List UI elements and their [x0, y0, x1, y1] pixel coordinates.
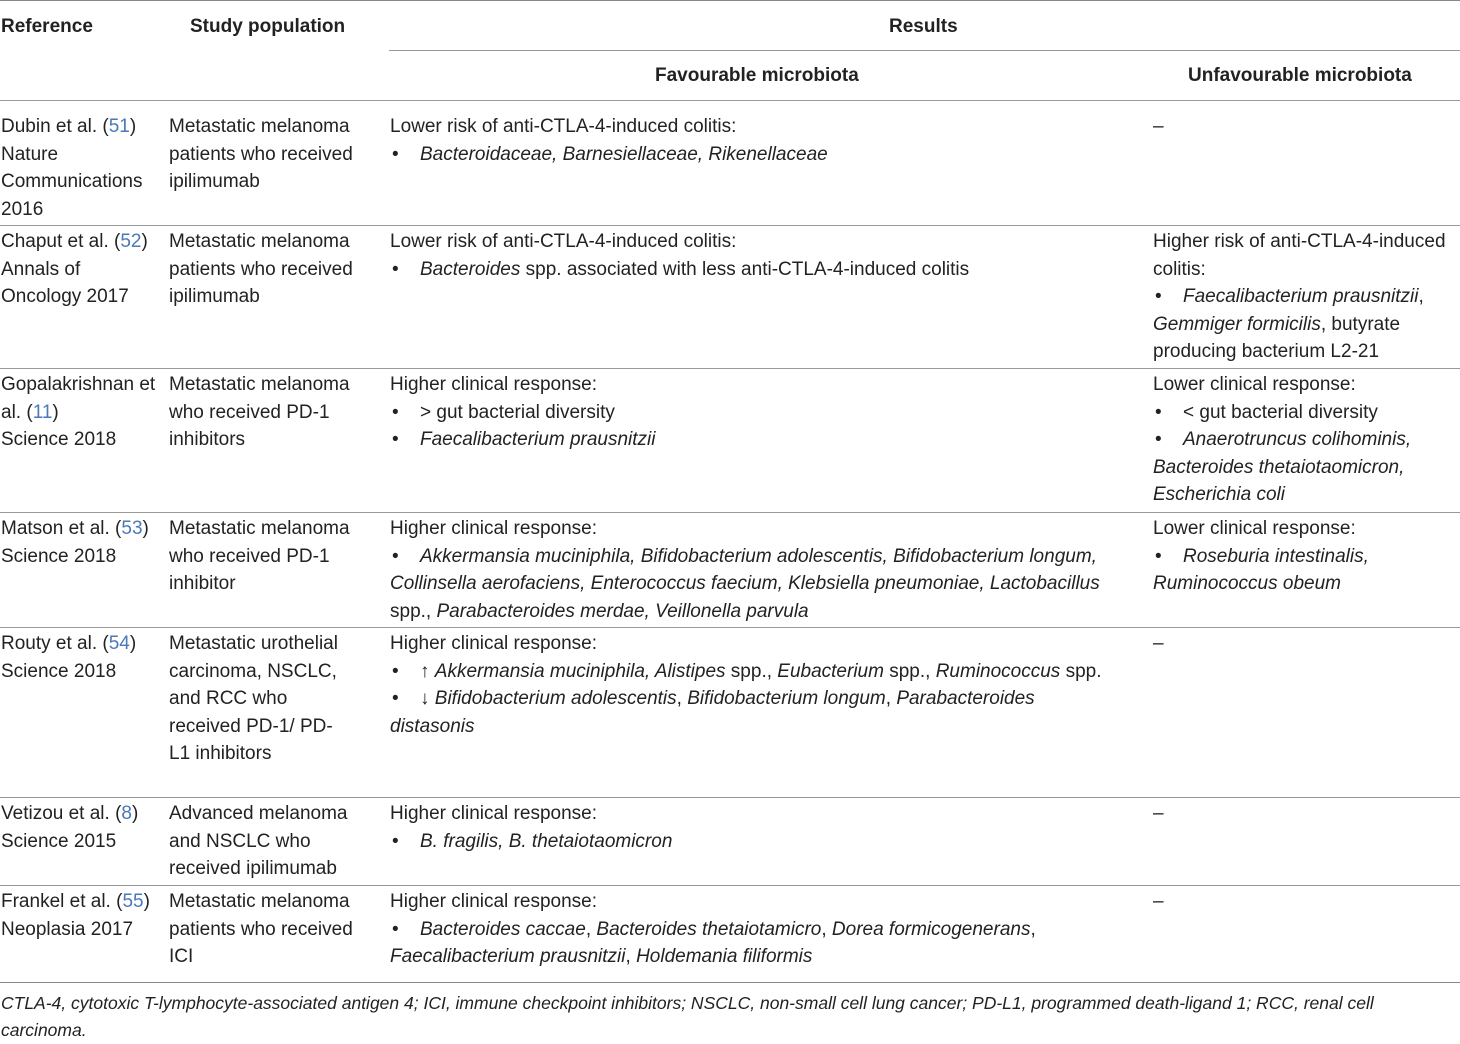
row-5-reference — [1, 630, 161, 685]
row-7-reference — [1, 888, 161, 943]
citation-link[interactable]: 8 — [121, 803, 132, 824]
rule-top — [0, 0, 1460, 1]
row-4-unfavourable — [1153, 515, 1433, 598]
ref-close: ) — [142, 518, 149, 539]
unfav-heading: Lower clinical response: — [1153, 518, 1356, 539]
text: spp., — [390, 600, 437, 622]
text: spp., — [883, 660, 936, 682]
fav-heading: Lower risk of anti-CTLA-4-induced colitis: — [390, 231, 737, 252]
citation-link[interactable]: 11 — [32, 401, 53, 423]
ref-close: ) — [129, 633, 137, 654]
list-item — [390, 685, 1070, 740]
ref-journal: Science 2018 — [1, 545, 117, 567]
row-4-reference — [1, 515, 161, 570]
rule-row-2 — [0, 368, 1460, 369]
text: , — [585, 918, 597, 940]
text: , — [1030, 918, 1036, 940]
taxa-text: Akkermansia muciniphila, Bifidobacterium adolescentis, Bifidobacterium longum, Collinsella aerofaciens, Enterococcus faecium, Klebsiella pneumoniae, Lactobacillus — [390, 545, 1100, 594]
row-3-unfavourable — [1153, 371, 1433, 509]
fav-heading: Higher clinical response: — [390, 803, 597, 824]
taxa-text: Roseburia intestinalis, Ruminococcus obeum — [1153, 545, 1369, 594]
row-5-population: Metastatic urothelial carcinoma, NSCLC, and RCC who received PD-1/ PD-L1 inhibitors — [169, 633, 338, 764]
ref-journal: Science 2018 — [1, 660, 117, 682]
ref-author: Gopalakrishnan et al. ( — [1, 374, 156, 423]
rule-bottom — [0, 982, 1460, 983]
ref-journal: Science 2018 — [1, 429, 117, 450]
taxa-text: Bacteroides caccae — [420, 918, 586, 940]
bullet-icon: • — [1155, 545, 1162, 567]
taxa-text: Bifidobacterium longum — [687, 688, 886, 709]
ref-close: ) — [131, 803, 139, 824]
taxa-text: Faecalibacterium prausnitzii — [1183, 286, 1419, 307]
taxa-text: B. fragilis, B. thetaiotaomicron — [420, 830, 673, 852]
taxa-text: Anaerotruncus colihominis, Bacteroides thetaiotaomicron, Escherichia coli — [1153, 429, 1412, 505]
list-item — [390, 399, 1140, 427]
text: , — [885, 688, 897, 709]
header-population: Study population — [190, 16, 346, 37]
fav-heading: Lower risk of anti-CTLA-4-induced colitis: — [390, 116, 737, 137]
row-2-population: Metastatic melanoma patients who received ipilimumab — [169, 231, 353, 307]
list-item — [1153, 399, 1433, 427]
taxa-text: Parabacteroides distasonis — [390, 688, 1035, 737]
text: spp., — [725, 660, 778, 682]
header-results: Results — [889, 16, 958, 37]
bullet-icon: • — [392, 401, 399, 423]
taxa-text: Eubacterium — [777, 660, 884, 682]
bullet-icon: • — [1155, 401, 1162, 423]
bullet-icon: • — [392, 830, 399, 852]
row-1-reference — [1, 113, 159, 223]
ref-close: ) — [129, 116, 137, 137]
row-1-unfavourable: – — [1153, 116, 1164, 137]
up-arrow-icon: ↑ — [420, 660, 435, 682]
citation-link[interactable]: 53 — [121, 518, 143, 539]
list-item — [1153, 283, 1458, 366]
unfav-heading: Higher risk of anti-CTLA-4-induced colitis: — [1153, 231, 1446, 280]
fav-heading: Higher clinical response: — [390, 891, 597, 912]
row-4-population: Metastatic melanoma who received PD-1 inhibitor — [169, 518, 350, 594]
rule-row-4 — [0, 627, 1460, 628]
row-6-population: Advanced melanoma and NSCLC who received ipilimumab — [169, 803, 348, 879]
ref-author: Chaput et al. ( — [1, 231, 121, 252]
taxa-text: Ruminococcus — [935, 660, 1061, 682]
rule-results — [389, 50, 1460, 51]
list-item — [1153, 543, 1433, 598]
text: , butyrate producing bacterium L2-21 — [1153, 313, 1401, 362]
bullet-icon: • — [392, 545, 399, 567]
bullet-icon: • — [392, 660, 399, 682]
list-item — [390, 658, 1140, 686]
citation-link[interactable]: 54 — [108, 633, 130, 654]
taxa-text: Holdemania filiformis — [636, 946, 813, 967]
ref-author: Frankel et al. ( — [1, 891, 123, 912]
list-item — [390, 256, 1140, 284]
row-2-unfavourable — [1153, 228, 1458, 366]
rule-row-6 — [0, 885, 1460, 886]
header-unfavourable: Unfavourable microbiota — [1188, 65, 1412, 86]
bullet-icon: • — [392, 918, 399, 940]
list-item — [390, 543, 1140, 626]
ref-author: Routy et al. ( — [1, 633, 109, 654]
fav-heading: Higher clinical response: — [390, 633, 597, 654]
row-6-favourable — [390, 800, 1140, 855]
ref-close: ) — [52, 401, 59, 423]
text: , — [676, 688, 688, 709]
row-6-unfavourable: – — [1153, 803, 1164, 824]
text: spp. — [1060, 660, 1102, 682]
taxa-text: Dorea formicogenerans — [831, 918, 1031, 940]
taxa-text: Bacteroides — [420, 258, 521, 280]
rule-row-1 — [0, 225, 1460, 226]
bullet-icon: • — [1155, 286, 1162, 307]
ref-journal: Neoplasia 2017 — [1, 918, 134, 940]
ref-author: Dubin et al. ( — [1, 116, 109, 137]
list-item — [390, 426, 1140, 454]
bullet-icon: • — [392, 258, 399, 280]
row-7-unfavourable: – — [1153, 891, 1164, 912]
ref-author: Matson et al. ( — [1, 518, 122, 539]
row-1-favourable — [390, 113, 1140, 168]
text: , — [1418, 286, 1424, 307]
ref-journal: Annals of Oncology 2017 — [1, 258, 129, 307]
taxa-text: Parabacteroides merdae, Veillonella parvula — [436, 600, 809, 622]
row-3-reference — [1, 371, 161, 454]
text: < gut bacterial diversity — [1183, 401, 1378, 423]
text: , — [821, 918, 832, 940]
list-item — [390, 916, 1070, 971]
ref-close: ) — [141, 231, 148, 252]
down-arrow-icon: ↓ — [420, 688, 435, 709]
row-7-population: Metastatic melanoma patients who received ICI — [169, 891, 353, 967]
taxa-text: Faecalibacterium prausnitzii — [390, 946, 626, 967]
row-2-favourable — [390, 228, 1140, 283]
bullet-icon: • — [392, 429, 399, 450]
citation-link[interactable]: 52 — [120, 231, 142, 252]
ref-close: ) — [143, 891, 150, 912]
text: , — [625, 946, 637, 967]
bullet-icon: • — [392, 143, 399, 165]
row-1-population: Metastatic melanoma patients who received ipilimumab — [169, 116, 353, 192]
row-7-favourable — [390, 888, 1140, 971]
rule-header-bottom — [0, 100, 1460, 101]
taxa-text: Gemmiger formicilis — [1153, 313, 1321, 335]
list-item — [390, 141, 1140, 169]
row-4-favourable — [390, 515, 1140, 625]
list-item — [390, 828, 1140, 856]
header-reference: Reference — [1, 16, 93, 37]
citation-link[interactable]: 51 — [108, 116, 130, 137]
header-favourable: Favourable microbiota — [655, 65, 859, 86]
text: > gut bacterial diversity — [420, 401, 615, 423]
row-2-reference — [1, 228, 161, 311]
fav-heading: Higher clinical response: — [390, 374, 597, 395]
taxa-text: Bifidobacterium adolescentis — [434, 688, 677, 709]
row-3-population: Metastatic melanoma who received PD-1 inhibitors — [169, 374, 350, 450]
ref-author: Vetizou et al. ( — [1, 803, 122, 824]
list-item — [1153, 426, 1433, 509]
unfav-heading: Lower clinical response: — [1153, 374, 1356, 395]
row-6-reference — [1, 800, 161, 855]
ref-journal: Science 2015 — [1, 830, 117, 852]
bullet-icon: • — [1155, 429, 1162, 450]
rule-row-3 — [0, 512, 1460, 513]
fav-heading: Higher clinical response: — [390, 518, 597, 539]
row-3-favourable — [390, 371, 1140, 454]
row-5-favourable — [390, 630, 1140, 740]
taxa-text: Bacteroides thetaiotamicro — [596, 918, 822, 940]
row-5-unfavourable: – — [1153, 633, 1164, 654]
taxa-text: Faecalibacterium prausnitzii — [420, 429, 656, 450]
bullet-icon: • — [392, 688, 399, 709]
table-footnote: CTLA-4, cytotoxic T-lymphocyte-associated antigen 4; ICI, immune checkpoint inhibitors; NSCLC, non-small cell lung cancer; PD-L1, programmed death-ligand 1; RCC, renal cell carcinoma. — [1, 993, 1374, 1040]
citation-link[interactable]: 55 — [122, 891, 144, 912]
ref-journal: Nature Communications 2016 — [1, 143, 143, 220]
text: spp. associated with less anti-CTLA-4-induced colitis — [520, 258, 970, 280]
taxa-text: Bacteroidaceae, Barnesiellaceae, Rikenellaceae — [420, 143, 828, 165]
taxa-text: Akkermansia muciniphila, Alistipes — [434, 660, 726, 682]
rule-row-5 — [0, 797, 1460, 798]
